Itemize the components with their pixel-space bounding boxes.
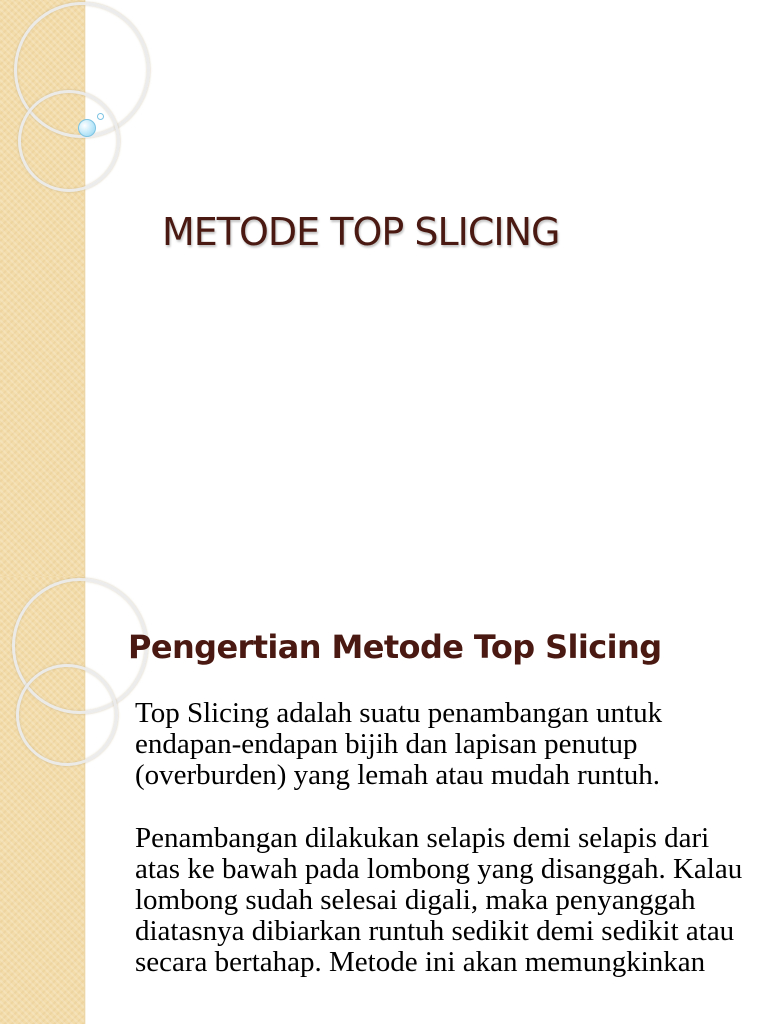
decorative-ring-icon	[18, 90, 120, 192]
body-paragraph: Top Slicing adalah suatu penambangan untuk endapan-endapan bijih dan lapisan penutup (overburden) yang lemah atau mudah runtuh.	[135, 697, 663, 791]
slide-title: METODE TOP SLICING	[162, 210, 560, 254]
decorative-bubble-icon	[97, 113, 104, 120]
decorative-bubble-icon	[78, 119, 96, 137]
slide-body	[135, 698, 745, 1010]
slide-2	[0, 576, 768, 1024]
body-paragraph: Penambangan dilakukan selapis demi selapis dari atas ke bawah pada lombong yang disanggah. Kalau lombong sudah selesai digali, maka penyanggah diatasnya dibiarkan runtuh sedikit demi sedikit atau secara bertahap. Metode ini akan memungkinkan	[135, 822, 743, 978]
decorative-ring-icon	[16, 664, 118, 766]
slide-title: Pengertian Metode Top Slicing	[128, 628, 662, 666]
